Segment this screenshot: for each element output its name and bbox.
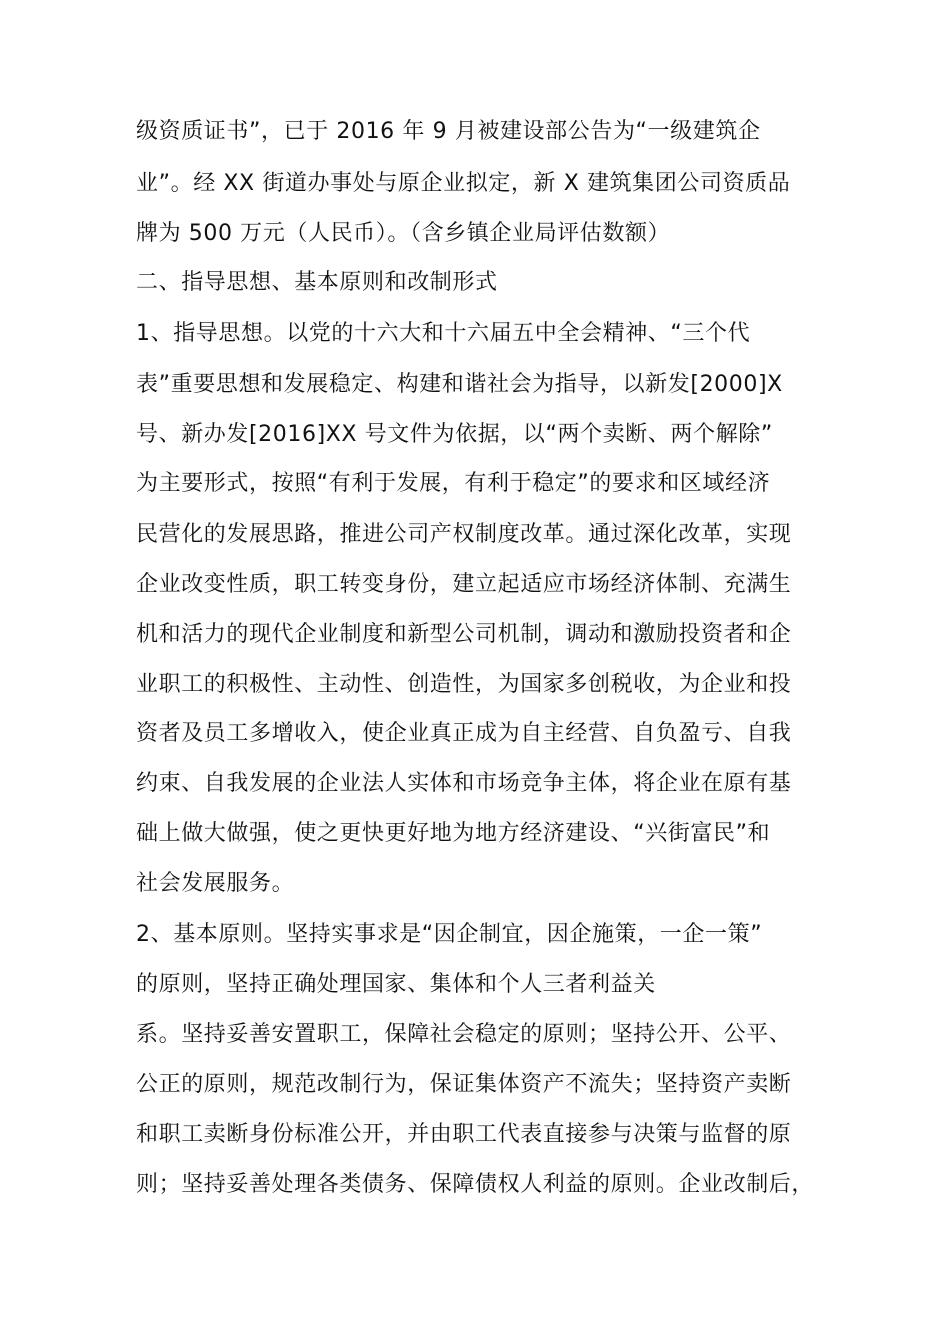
text-line: 牌为 500 万元（人民币）。（含乡镇企业局评估数额）: [136, 221, 671, 246]
text-line: 资者及员工多增收入，使企业真正成为自主经营、自负盈亏、自我: [136, 721, 792, 746]
text-line: 的原则，坚持正确处理国家、集体和个人三者利益关: [136, 972, 656, 997]
text-line: 和职工卖断身份标准公开，并由职工代表直接参与决策与监督的原: [136, 1122, 792, 1147]
text-line: 1、指导思想。以党的十六大和十六届五中全会精神、“三个代: [136, 321, 751, 346]
text-line: 系。坚持妥善安置职工，保障社会稳定的原则；坚持公开、公平、: [136, 1022, 792, 1047]
text-line: 公正的原则，规范改制行为，保证集体资产不流失；坚持资产卖断: [136, 1072, 792, 1097]
text-line: 机和活力的现代企业制度和新型公司机制，调动和激励投资者和企: [136, 622, 792, 647]
text-line: 2、基本原则。坚持实事求是“因企制宜，因企施策，一企一策”: [136, 922, 763, 947]
text-line: 础上做大做强，使之更快更好地为地方经济建设、“兴街富民”和: [136, 821, 771, 846]
text-line: 表”重要思想和发展稳定、构建和谐社会为指导，以新发[2000]X: [136, 372, 783, 397]
text-line: 为主要形式，按照“有利于发展，有利于稳定”的要求和区域经济: [136, 471, 771, 496]
text-line: 则；坚持妥善处理各类债务、保障债权人利益的原则。企业改制后，: [136, 1172, 815, 1197]
text-line: 级资质证书”，已于 2016 年 9 月被建设部公告为“一级建筑企: [136, 119, 761, 144]
text-line: 业职工的积极性、主动性、创造性，为国家多创税收，为企业和投: [136, 672, 792, 697]
text-line: 企业改变性质，职工转变身份，建立起适应市场经济体制、充满生: [136, 572, 792, 597]
text-line: 号、新办发[2016]XX 号文件为依据，以“两个卖断、两个解除”: [136, 422, 773, 447]
text-line: 约束、自我发展的企业法人实体和市场竞争主体，将企业在原有基: [136, 771, 792, 796]
text-line: 社会发展服务。: [136, 871, 295, 896]
text-line: 业”。经 XX 街道办事处与原企业拟定，新 X 建筑集团公司资质品: [136, 171, 791, 196]
text-line: 民营化的发展思路，推进公司产权制度改革。通过深化改革，实现: [136, 522, 792, 547]
section-heading: 二、指导思想、基本原则和改制形式: [136, 270, 498, 295]
